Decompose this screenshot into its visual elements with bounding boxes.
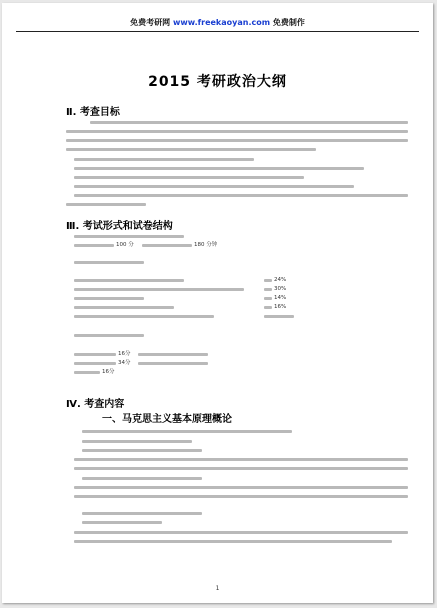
page-number: 1 (215, 585, 220, 592)
text-line-unreadable (74, 235, 184, 238)
exam-duration: 180 分钟 (194, 242, 218, 248)
text-line-unreadable (74, 158, 254, 161)
text-line-unreadable (74, 353, 116, 356)
text-line-unreadable (264, 297, 272, 300)
text-line-unreadable (264, 288, 272, 291)
text-line-unreadable (82, 512, 202, 515)
section-heading-4: Ⅳ. 考查内容 (66, 399, 125, 410)
text-line-unreadable (74, 297, 144, 300)
section-heading-2: Ⅱ. 考查目标 (66, 107, 120, 118)
text-line-unreadable (82, 430, 292, 433)
text-line-unreadable (74, 261, 144, 264)
text-line-unreadable (74, 288, 244, 291)
page-header (2, 17, 433, 28)
text-line-unreadable (74, 362, 116, 365)
text-line-unreadable (74, 334, 144, 337)
header-suffix: 免费制作 (272, 18, 305, 27)
header-divider (16, 31, 419, 32)
text-line-unreadable (82, 521, 162, 524)
text-line-unreadable (74, 194, 408, 197)
weight-1: 24% (274, 277, 287, 283)
text-line-unreadable (74, 467, 408, 470)
question-type-score-2: 34分 (118, 360, 131, 366)
weight-3: 14% (274, 295, 287, 301)
text-line-unreadable (74, 531, 408, 534)
section-heading-3: Ⅲ. 考试形式和试卷结构 (66, 221, 173, 232)
text-line-unreadable (82, 440, 192, 443)
subsection-heading-1: 一、马克思主义基本原理概论 (102, 414, 232, 425)
text-line-unreadable (138, 362, 208, 365)
text-line-unreadable (138, 353, 208, 356)
text-line-unreadable (74, 185, 354, 188)
text-line-unreadable (74, 167, 364, 170)
text-line-unreadable (74, 371, 100, 374)
weight-2: 30% (274, 286, 287, 292)
total-score: 100 分 (116, 242, 134, 248)
text-line-unreadable (74, 540, 392, 543)
text-line-unreadable (82, 449, 202, 452)
question-type-score-1: 16分 (118, 351, 131, 357)
text-line-unreadable (66, 139, 408, 142)
text-line-unreadable (82, 477, 202, 480)
text-line-unreadable (264, 315, 294, 318)
text-line-unreadable (74, 495, 408, 498)
header-site: 免费考研网 (130, 18, 171, 27)
text-line-unreadable (90, 121, 408, 124)
text-line-unreadable (264, 306, 272, 309)
page-title: 2015 考研政治大纲 (148, 74, 287, 90)
text-line-unreadable (66, 203, 146, 206)
text-line-unreadable (74, 458, 408, 461)
document-page (2, 3, 433, 603)
header-url[interactable]: www.freekaoyan.com (172, 18, 271, 27)
text-line-unreadable (74, 315, 214, 318)
question-type-score-3: 16分 (102, 369, 115, 375)
text-line-unreadable (74, 244, 114, 247)
text-line-unreadable (74, 306, 174, 309)
text-line-unreadable (142, 244, 192, 247)
text-line-unreadable (66, 130, 408, 133)
text-line-unreadable (264, 279, 272, 282)
weight-4: 16% (274, 304, 287, 310)
text-line-unreadable (74, 176, 304, 179)
text-line-unreadable (74, 486, 408, 489)
text-line-unreadable (66, 148, 316, 151)
text-line-unreadable (74, 279, 184, 282)
